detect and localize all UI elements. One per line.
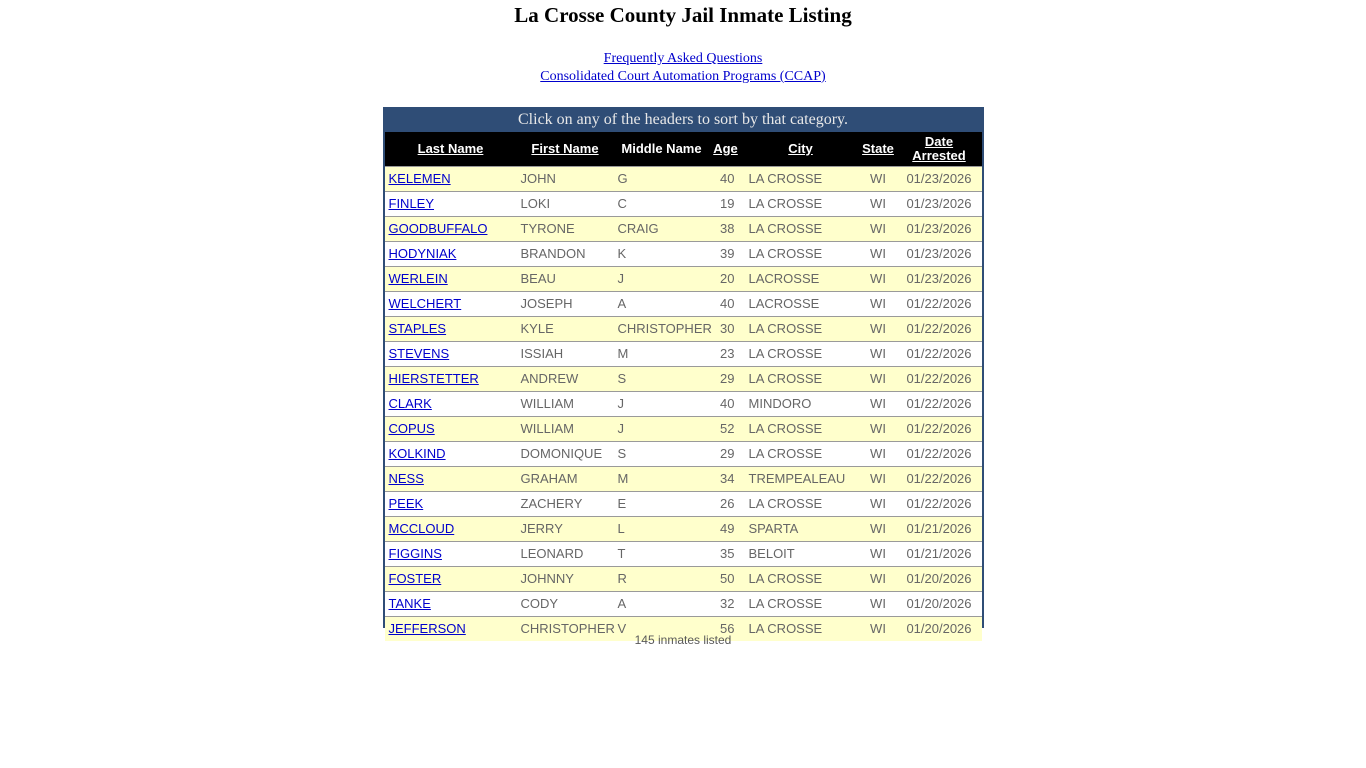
state-cell: WI (860, 291, 897, 316)
age-cell: 49 (710, 516, 742, 541)
last-name-cell (385, 566, 517, 591)
age-cell: 30 (710, 316, 742, 341)
city-cell: LA CROSSE (742, 591, 860, 616)
age-cell: 32 (710, 591, 742, 616)
first-name-cell: JERRY (517, 516, 614, 541)
state-cell: WI (860, 266, 897, 291)
state-cell: WI (860, 216, 897, 241)
state-cell: WI (860, 566, 897, 591)
age-cell: 20 (710, 266, 742, 291)
column-header-middle-name (614, 132, 710, 166)
age-cell: 40 (720, 171, 735, 186)
age-cell: 35 (710, 541, 742, 566)
column-header-label[interactable]: Age (713, 140, 738, 156)
date-arrested-cell: 01/23/2026 (897, 216, 982, 241)
table-row (385, 216, 982, 241)
inmate-table-container (383, 107, 984, 637)
state-cell: WI (860, 541, 897, 566)
inmate-detail-link[interactable]: WERLEIN (388, 271, 448, 286)
city-cell: LA CROSSE (742, 191, 860, 216)
middle-name-cell: CRAIG (614, 216, 710, 241)
last-name-cell (385, 316, 517, 341)
table-row (385, 291, 982, 316)
first-name-cell: BRANDON (517, 241, 614, 266)
last-name-cell (385, 416, 517, 441)
state-cell: WI (860, 516, 897, 541)
column-header-label: Middle Name (621, 140, 702, 156)
first-name-cell: JOSEPH (517, 291, 614, 316)
middle-name-cell: J (614, 391, 710, 416)
inmate-detail-link[interactable]: HIERSTETTER (388, 371, 479, 386)
first-name-cell: WILLIAM (517, 391, 614, 416)
city-cell: LA CROSSE (742, 616, 860, 641)
first-name-cell: ZACHERY (517, 491, 614, 516)
age-cell: 23 (710, 341, 742, 366)
city-cell: LA CROSSE (742, 241, 860, 266)
table-row (385, 266, 982, 291)
state-cell: WI (860, 466, 897, 491)
city-cell: LA CROSSE (742, 416, 860, 441)
last-name-cell (385, 341, 517, 366)
column-header-label[interactable]: City (788, 140, 813, 156)
table-row (385, 591, 982, 616)
middle-name-cell: C (614, 191, 710, 216)
city-cell: LA CROSSE (742, 216, 860, 241)
first-name-cell: DOMONIQUE (517, 441, 614, 466)
date-arrested-cell: 01/22/2026 (897, 441, 982, 466)
city-cell: MINDORO (742, 391, 860, 416)
inmate-detail-link[interactable]: KELEMEN (388, 171, 451, 186)
middle-name-cell: K (614, 241, 710, 266)
city-cell: LA CROSSE (742, 341, 860, 366)
inmate-count: 145 inmates listed (634, 633, 732, 647)
city-cell: LACROSSE (742, 266, 860, 291)
date-arrested-cell: 01/22/2026 (897, 366, 982, 391)
middle-name-cell: M (614, 466, 710, 491)
inmate-detail-link[interactable]: STAPLES (388, 321, 447, 336)
date-arrested-cell: 01/22/2026 (897, 491, 982, 516)
last-name-cell (385, 366, 517, 391)
inmate-detail-link[interactable]: PEEK (388, 496, 424, 511)
date-arrested-cell: 01/23/2026 (897, 266, 982, 291)
column-header-date-arrested[interactable] (897, 132, 982, 166)
inmate-detail-link[interactable]: WELCHERT (388, 296, 462, 311)
column-header-label[interactable]: First Name (531, 140, 599, 156)
table-row (385, 566, 982, 591)
first-name-cell: WILLIAM (517, 416, 614, 441)
inmate-detail-link[interactable]: FINLEY (388, 196, 435, 211)
inmate-table (385, 132, 982, 641)
date-arrested-cell: 01/22/2026 (897, 291, 982, 316)
state-cell: WI (860, 366, 897, 391)
date-arrested-cell: 01/21/2026 (897, 541, 982, 566)
first-name-cell: JOHN (520, 171, 556, 186)
inmate-detail-link[interactable]: NESS (388, 471, 424, 486)
middle-name-cell: J (614, 416, 710, 441)
inmate-detail-link[interactable]: JEFFERSON (388, 621, 466, 637)
date-arrested-cell: 01/22/2026 (897, 391, 982, 416)
state-cell: WI (860, 341, 897, 366)
table-row (385, 491, 982, 516)
last-name-cell (385, 391, 517, 416)
state-cell: WI (860, 391, 897, 416)
middle-name-cell: A (614, 291, 710, 316)
inmate-detail-link[interactable]: FOSTER (388, 571, 442, 586)
column-header-age[interactable] (710, 132, 742, 166)
age-cell: 19 (710, 191, 742, 216)
date-arrested-cell: 01/20/2026 (897, 591, 982, 616)
city-cell: LA CROSSE (742, 316, 860, 341)
first-name-cell: KYLE (517, 316, 614, 341)
ccap-link[interactable]: Consolidated Court Automation Programs (CCAP) (540, 69, 826, 84)
city-cell: LA CROSSE (742, 491, 860, 516)
date-arrested-cell: 01/20/2026 (897, 566, 982, 591)
age-cell: 29 (710, 366, 742, 391)
date-arrested-cell: 01/20/2026 (897, 616, 982, 641)
date-arrested-cell: 01/23/2026 (897, 241, 982, 266)
date-arrested-cell: 01/23/2026 (897, 191, 982, 216)
age-cell: 38 (710, 216, 742, 241)
middle-name-cell: S (614, 441, 710, 466)
middle-name-cell: L (614, 516, 710, 541)
inmate-detail-link[interactable]: CLARK (388, 396, 432, 411)
city-cell: TREMPEALEAU (742, 466, 860, 491)
column-header-city[interactable] (742, 132, 860, 166)
first-name-cell: GRAHAM (517, 466, 614, 491)
middle-name-cell: CHRISTOPHER (614, 316, 710, 341)
state-cell: WI (860, 491, 897, 516)
first-name-cell: ANDREW (517, 366, 614, 391)
date-arrested-cell: 01/22/2026 (897, 466, 982, 491)
state-cell: WI (870, 171, 886, 186)
inmate-detail-link[interactable]: STEVENS (388, 346, 450, 361)
last-name-cell (385, 216, 517, 241)
inmate-detail-link[interactable]: MCCLOUD (388, 521, 455, 536)
city-cell: LA CROSSE (742, 441, 860, 466)
first-name-cell: LEONARD (517, 541, 614, 566)
middle-name-cell: R (614, 566, 710, 591)
date-arrested-cell: 01/22/2026 (897, 416, 982, 441)
middle-name-cell: A (614, 591, 710, 616)
table-row (385, 441, 982, 466)
last-name-cell (385, 241, 517, 266)
column-header-first-name[interactable] (517, 132, 614, 166)
state-cell: WI (860, 316, 897, 341)
first-name-cell: TYRONE (517, 216, 614, 241)
middle-name-cell: S (614, 366, 710, 391)
column-header-label[interactable]: State (862, 140, 894, 156)
state-cell: WI (860, 441, 897, 466)
table-row (385, 516, 982, 541)
date-arrested-cell: 01/22/2026 (897, 316, 982, 341)
table-row (385, 316, 982, 341)
middle-name-cell: G (617, 171, 628, 186)
age-cell: 56 (710, 616, 742, 641)
first-name-cell: BEAU (517, 266, 614, 291)
table-row (385, 366, 982, 391)
inmate-detail-link[interactable]: FIGGINS (388, 546, 442, 561)
inmate-detail-link[interactable]: KOLKIND (388, 446, 446, 461)
middle-name-cell: J (614, 266, 710, 291)
state-cell: WI (860, 591, 897, 616)
age-cell: 34 (710, 466, 742, 491)
last-name-cell (385, 591, 517, 616)
inmate-detail-link[interactable]: HODYNIAK (388, 246, 457, 261)
city-cell: LA CROSSE (742, 566, 860, 591)
table-row (385, 541, 982, 566)
first-name-cell: ISSIAH (517, 341, 614, 366)
last-name-cell (385, 291, 517, 316)
faq-link[interactable]: Frequently Asked Questions (603, 51, 763, 66)
middle-name-cell: M (614, 341, 710, 366)
inmate-detail-link[interactable]: COPUS (388, 421, 435, 436)
first-name-cell: CHRISTOPHER (517, 616, 614, 641)
top-links (0, 50, 1366, 86)
middle-name-cell: T (614, 541, 710, 566)
inmate-table-body (385, 166, 982, 641)
date-arrested-cell: 01/23/2026 (906, 171, 972, 186)
age-cell: 39 (710, 241, 742, 266)
date-arrested-cell: 01/21/2026 (897, 516, 982, 541)
first-name-cell: CODY (517, 591, 614, 616)
city-cell: LA CROSSE (748, 171, 823, 186)
age-cell: 50 (710, 566, 742, 591)
sort-hint-bar: Click on any of the headers to sort by that category. (385, 107, 982, 132)
inmate-detail-link[interactable]: TANKE (388, 596, 431, 611)
last-name-cell (385, 491, 517, 516)
age-cell: 40 (710, 391, 742, 416)
age-cell: 52 (710, 416, 742, 441)
table-row (385, 166, 982, 191)
last-name-cell (385, 266, 517, 291)
column-header-last-name[interactable] (385, 132, 517, 166)
table-row (385, 466, 982, 491)
last-name-cell (385, 441, 517, 466)
column-header-label[interactable]: Last Name (417, 140, 484, 156)
last-name-cell (385, 166, 517, 191)
last-name-cell (385, 516, 517, 541)
page-title: La Crosse County Jail Inmate Listing (514, 3, 852, 27)
first-name-cell: JOHNNY (517, 566, 614, 591)
state-cell: WI (860, 616, 897, 641)
age-cell: 29 (710, 441, 742, 466)
state-cell: WI (860, 241, 897, 266)
table-row (385, 416, 982, 441)
column-header-label[interactable]: Date Arrested (912, 133, 966, 163)
city-cell: LA CROSSE (742, 366, 860, 391)
middle-name-cell: V (614, 616, 710, 641)
table-row (385, 241, 982, 266)
middle-name-cell: E (614, 491, 710, 516)
first-name-cell: LOKI (517, 191, 614, 216)
table-row (385, 191, 982, 216)
city-cell: SPARTA (742, 516, 860, 541)
city-cell: BELOIT (742, 541, 860, 566)
state-cell: WI (860, 416, 897, 441)
last-name-cell (385, 466, 517, 491)
inmate-detail-link[interactable]: GOODBUFFALO (388, 221, 488, 236)
column-header-state[interactable] (860, 132, 897, 166)
date-arrested-cell: 01/22/2026 (897, 341, 982, 366)
last-name-cell (385, 541, 517, 566)
header-row (385, 132, 982, 166)
city-cell: LACROSSE (742, 291, 860, 316)
age-cell: 26 (710, 491, 742, 516)
table-row (385, 341, 982, 366)
table-row (385, 391, 982, 416)
last-name-cell (385, 191, 517, 216)
state-cell: WI (860, 191, 897, 216)
age-cell: 40 (710, 291, 742, 316)
